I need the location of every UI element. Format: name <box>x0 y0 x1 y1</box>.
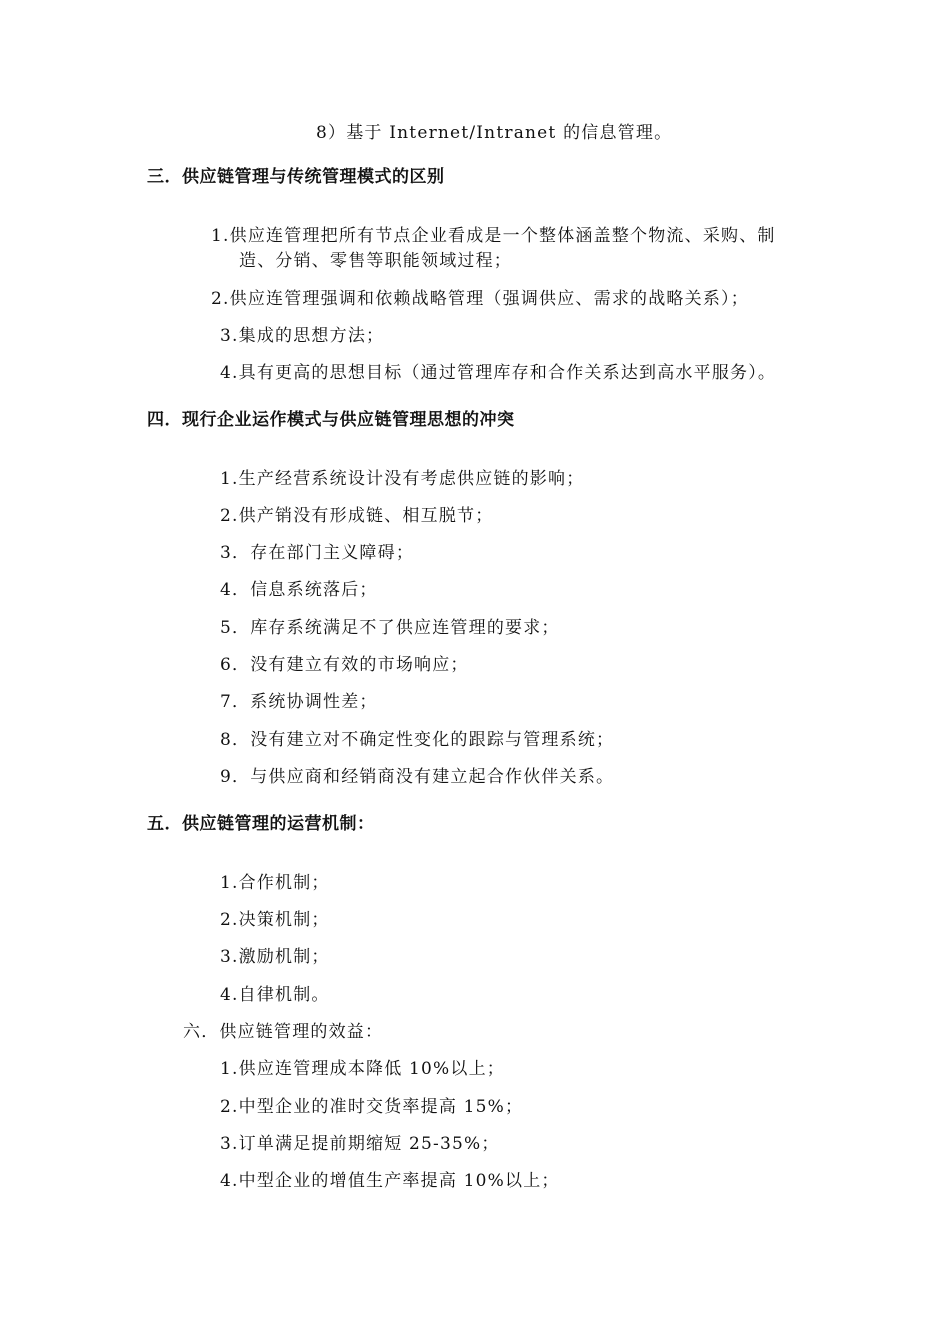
sec5-item-1: 1.合作机制； <box>220 873 330 893</box>
sec4-item-8: 8．没有建立对不确定性变化的跟踪与管理系统； <box>220 730 615 750</box>
sec4-item-5: 5．库存系统满足不了供应连管理的要求； <box>220 618 560 638</box>
sec4-item-7: 7．系统协调性差； <box>220 692 378 712</box>
sec6-item-1: 1.供应连管理成本降低 10%以上； <box>220 1059 506 1079</box>
section-4-heading: 四．现行企业运作模式与供应链管理思想的冲突 <box>147 410 515 430</box>
section-5-heading: 五．供应链管理的运营机制： <box>147 814 375 834</box>
sec6-item-3: 3.订单满足提前期缩短 25-35%； <box>220 1134 500 1154</box>
sec3-item-2: 2.供应连管理强调和依赖战略管理（强调供应、需求的战略关系）； <box>211 289 749 309</box>
sec4-item-9: 9．与供应商和经销商没有建立起合作伙伴关系。 <box>220 767 615 787</box>
sec5-item-4: 4.自律机制。 <box>220 985 330 1005</box>
sec3-item-3: 3.集成的思想方法； <box>220 326 385 346</box>
sec3-item-1-cont: 造、分销、零售等职能领域过程； <box>239 251 512 271</box>
sec4-item-1: 1.生产经营系统设计没有考虑供应链的影响； <box>220 469 585 489</box>
section-6-heading: 六．供应链管理的效益： <box>183 1022 384 1042</box>
sec6-item-2: 2.中型企业的准时交货率提高 15%； <box>220 1097 524 1117</box>
intro-line: 8）基于 Internet/Intranet 的信息管理。 <box>316 123 673 143</box>
sec4-item-2: 2.供产销没有形成链、相互脱节； <box>220 506 494 526</box>
sec4-item-6: 6．没有建立有效的市场响应； <box>220 655 469 675</box>
sec5-item-2: 2.决策机制； <box>220 910 330 930</box>
sec6-item-4: 4.中型企业的增值生产率提高 10%以上； <box>220 1171 560 1191</box>
sec3-item-1: 1.供应连管理把所有节点企业看成是一个整体涵盖整个物流、采购、制 <box>211 226 776 246</box>
sec3-item-4: 4.具有更高的思想目标（通过管理库存和合作关系达到高水平服务）。 <box>220 363 777 383</box>
section-3-heading: 三．供应链管理与传统管理模式的区别 <box>147 167 445 187</box>
sec5-item-3: 3.激励机制； <box>220 947 330 967</box>
sec4-item-4: 4．信息系统落后； <box>220 580 378 600</box>
sec4-item-3: 3．存在部门主义障碍； <box>220 543 415 563</box>
